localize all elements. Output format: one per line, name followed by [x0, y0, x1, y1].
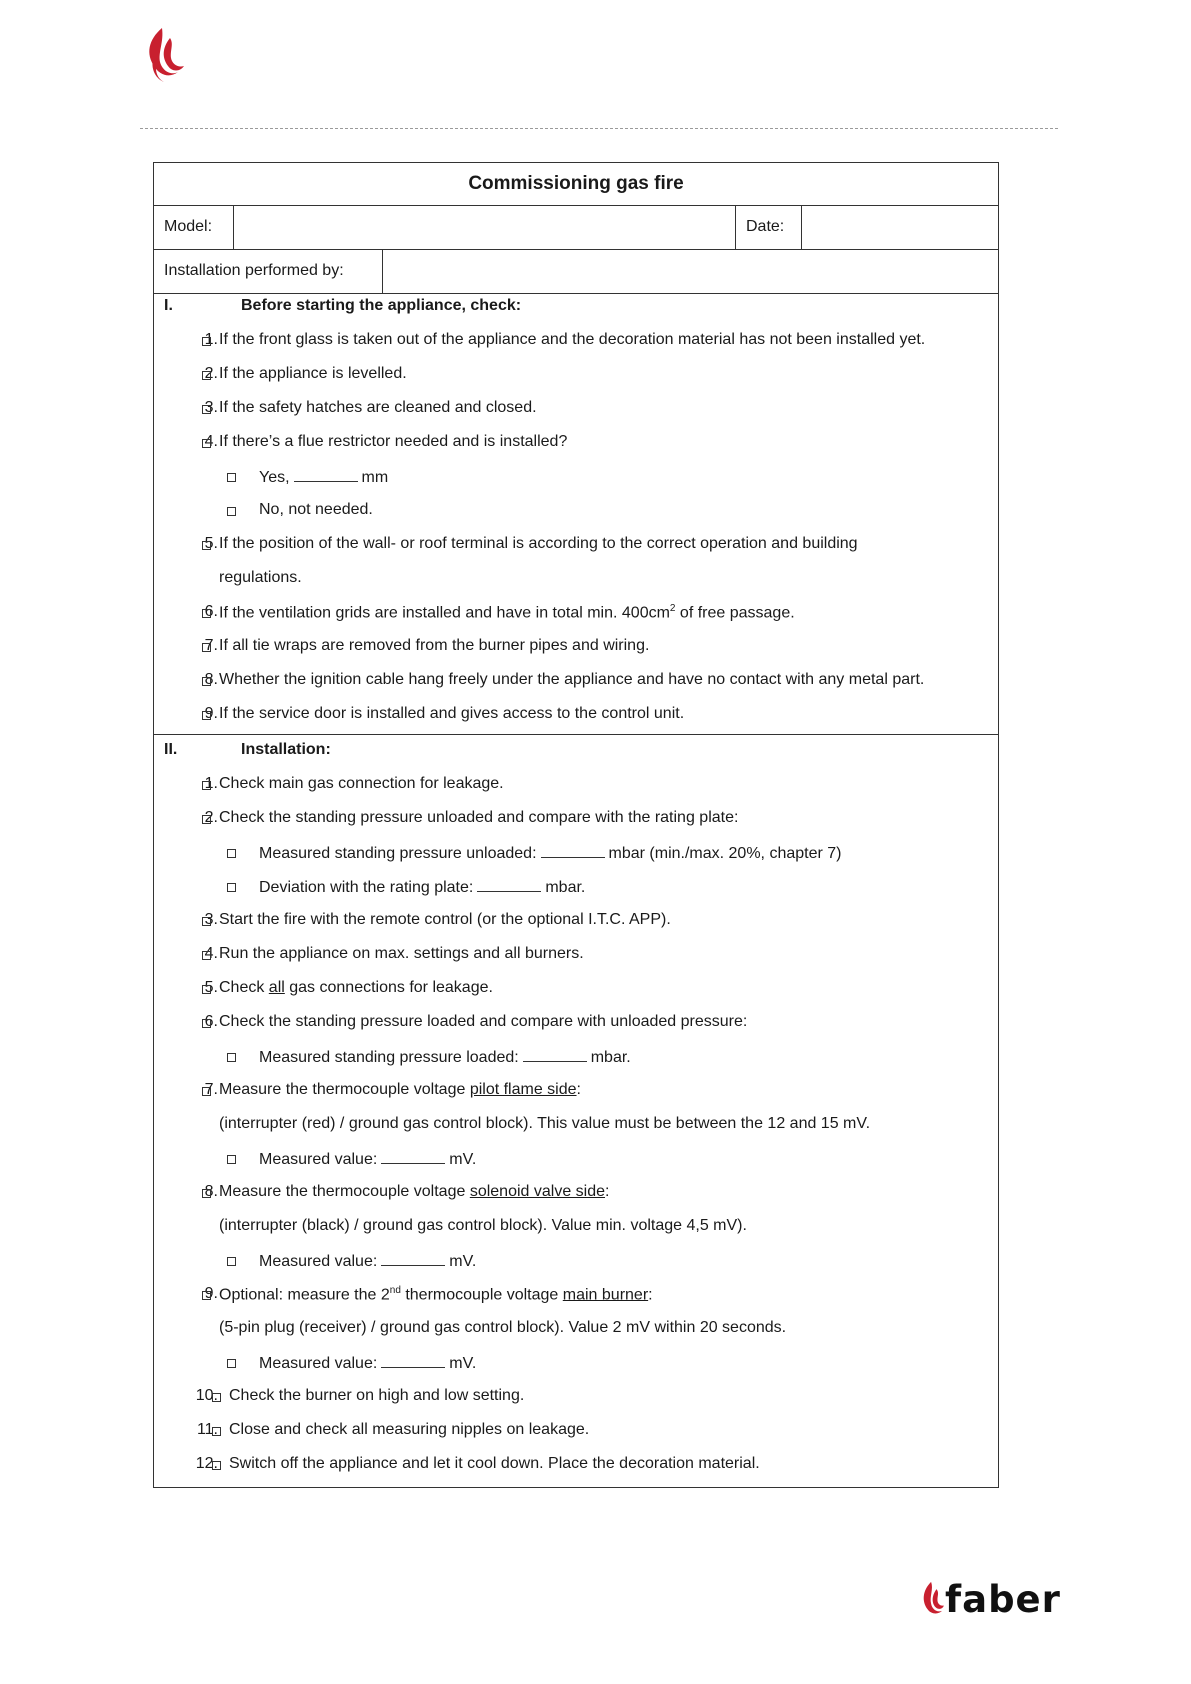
item-number: 3. [204, 911, 218, 928]
subitem-text: Measured standing pressure unloaded: mbar (min./max. 20%, chapter 7) [259, 845, 842, 862]
item-number: 4. [204, 945, 218, 962]
item-text: If the position of the wall- or roof terminal is according to the correct operation and building [219, 535, 858, 552]
checkbox[interactable] [202, 1019, 211, 1028]
checklist-item [154, 399, 998, 433]
checkbox[interactable] [212, 1461, 221, 1470]
blank-field[interactable] [477, 877, 541, 892]
checklist-item [154, 809, 998, 843]
checkbox[interactable] [202, 609, 211, 618]
item-number: 6. [204, 1013, 218, 1030]
checklist-item [154, 1183, 998, 1217]
checkbox[interactable] [202, 439, 211, 448]
checkbox[interactable] [212, 1393, 221, 1402]
subitem-text: Measured value: mV. [259, 1355, 477, 1372]
item-text: Measure the thermocouple voltage solenoid valve side: [219, 1183, 610, 1200]
flame-logo-icon [918, 1580, 946, 1620]
item-number: 9. [204, 705, 218, 722]
checklist-item [154, 433, 998, 467]
checkbox[interactable] [202, 951, 211, 960]
subitem-text: Measured value: mV. [259, 1151, 477, 1168]
measure-subitem [154, 843, 998, 877]
item-number: 7. [204, 1081, 218, 1098]
checklist-item [154, 331, 998, 365]
blank-field[interactable] [381, 1251, 445, 1266]
option-no [154, 501, 998, 535]
checkbox[interactable] [202, 815, 211, 824]
blank-field[interactable] [541, 843, 605, 858]
checkbox[interactable] [202, 1291, 211, 1300]
item-text: If the front glass is taken out of the appliance and the decoration material has not been installed yet. [219, 331, 926, 348]
item-number: 8. [204, 1183, 218, 1200]
item-text: Check all gas connections for leakage. [219, 979, 493, 996]
item-number: 8. [204, 671, 218, 688]
checklist-item [154, 637, 998, 671]
flame-logo-icon [140, 26, 188, 86]
item-text: Check the standing pressure unloaded and compare with the rating plate: [219, 809, 739, 826]
checkbox[interactable] [202, 337, 211, 346]
checklist [154, 293, 998, 1487]
measure-subitem [154, 1251, 998, 1285]
section-1-number: I. [164, 297, 173, 314]
option-no-text: No, not needed. [259, 501, 373, 518]
checkbox[interactable] [202, 405, 211, 414]
blank-field[interactable] [294, 467, 358, 482]
option-yes-text: Yes, mm [259, 469, 389, 486]
checklist-item [154, 365, 998, 399]
item-continuation: regulations. [219, 569, 302, 586]
item-text: Check main gas connection for leakage. [219, 775, 504, 792]
brand-wordmark: faber [945, 1578, 1061, 1621]
checkbox[interactable] [212, 1427, 221, 1436]
section-divider [154, 734, 998, 735]
checklist-item [154, 1387, 998, 1421]
item-text: If the safety hatches are cleaned and closed. [219, 399, 537, 416]
measure-subitem [154, 1149, 998, 1183]
checklist-item [154, 1081, 998, 1115]
checklist-item [154, 671, 998, 705]
checkbox[interactable] [202, 541, 211, 550]
item-number: 6. [204, 603, 218, 620]
model-field[interactable] [233, 206, 735, 249]
section-1-title: Before starting the appliance, check: [241, 297, 522, 314]
subitem-text: Measured value: mV. [259, 1253, 477, 1270]
item-text: Whether the ignition cable hang freely under the appliance and have no contact with any metal part. [219, 671, 925, 688]
item-text: Check the standing pressure loaded and compare with unloaded pressure: [219, 1013, 748, 1030]
blank-field[interactable] [523, 1047, 587, 1062]
option-yes [154, 467, 998, 501]
item-number: 2. [204, 365, 218, 382]
checkbox[interactable] [202, 985, 211, 994]
installer-row [154, 250, 998, 294]
subitem-text: Deviation with the rating plate: mbar. [259, 879, 586, 896]
checkbox[interactable] [227, 1257, 236, 1266]
measure-subitem [154, 1047, 998, 1081]
item-number: 1. [204, 331, 218, 348]
checklist-item [154, 1285, 998, 1319]
item-number: 5. [204, 535, 218, 552]
item-number: 1. [204, 775, 218, 792]
item-text: Check the burner on high and low setting. [229, 1387, 525, 1404]
date-label: Date: [735, 206, 801, 249]
form-title: Commissioning gas fire [468, 173, 684, 194]
item-number: 3. [204, 399, 218, 416]
section-2-number: II. [164, 741, 178, 758]
checklist-item [154, 535, 998, 569]
checklist-item [154, 1455, 998, 1489]
checkbox[interactable] [227, 507, 236, 516]
item-number: 4. [204, 433, 218, 450]
header-divider [140, 128, 1058, 129]
checkbox[interactable] [202, 1189, 211, 1198]
item-number: 7. [204, 637, 218, 654]
measure-subitem [154, 1353, 998, 1387]
checklist-item [154, 1013, 998, 1047]
model-date-row [154, 206, 998, 250]
item-continuation: (5-pin plug (receiver) / ground gas control block). Value 2 mV within 20 seconds. [219, 1319, 787, 1336]
item-text: Start the fire with the remote control (or the optional I.T.C. APP). [219, 911, 671, 928]
form-title-row [154, 163, 998, 206]
section-2-title: Installation: [241, 741, 331, 758]
checkbox[interactable] [227, 1155, 236, 1164]
checklist-item [154, 603, 998, 637]
item-number: 2. [204, 809, 218, 826]
checkbox[interactable] [227, 1359, 236, 1368]
item-text: Measure the thermocouple voltage pilot flame side: [219, 1081, 581, 1098]
checklist-item [154, 979, 998, 1013]
checklist-item [154, 775, 998, 809]
checkbox[interactable] [202, 781, 211, 790]
item-text: If all tie wraps are removed from the burner pipes and wiring. [219, 637, 650, 654]
checkbox[interactable] [227, 883, 236, 892]
item-text: If there’s a flue restrictor needed and is installed? [219, 433, 568, 450]
checkbox[interactable] [227, 1053, 236, 1062]
blank-field[interactable] [381, 1149, 445, 1164]
checkbox[interactable] [227, 849, 236, 858]
checkbox[interactable] [202, 1087, 211, 1096]
model-label: Model: [164, 218, 213, 235]
installer-label: Installation performed by: [164, 262, 344, 279]
item-continuation: (interrupter (black) / ground gas control block). Value min. voltage 4,5 mV). [219, 1217, 747, 1234]
item-continuation: (interrupter (red) / ground gas control block). This value must be between the 12 and 15 mV. [219, 1115, 871, 1132]
item-text: If the ventilation grids are installed and have in total min. $400cm^2$ of free passage. [219, 603, 795, 622]
item-number: 12. [195, 1455, 218, 1472]
checkbox[interactable] [202, 711, 211, 720]
item-number: 9. [204, 1285, 218, 1302]
date-field[interactable] [801, 206, 998, 249]
checklist-item [154, 945, 998, 979]
checkbox[interactable] [202, 643, 211, 652]
item-text: Close and check all measuring nipples on leakage. [229, 1421, 590, 1438]
item-text: If the appliance is levelled. [219, 365, 407, 382]
item-text: Switch off the appliance and let it cool down. Place the decoration material. [229, 1455, 760, 1472]
blank-field[interactable] [381, 1353, 445, 1368]
item-text: Optional: measure the 2nd thermocouple voltage main burner: [219, 1285, 653, 1304]
item-number: 11. [196, 1421, 218, 1438]
checklist-item [154, 911, 998, 945]
checkbox[interactable] [202, 677, 211, 686]
checkbox[interactable] [202, 371, 211, 380]
item-text: If the service door is installed and gives access to the control unit. [219, 705, 685, 722]
subitem-text: Measured standing pressure loaded: mbar. [259, 1049, 631, 1066]
checkbox[interactable] [227, 473, 236, 482]
item-number: 10. [195, 1387, 218, 1404]
installer-field[interactable] [382, 250, 998, 293]
measure-subitem [154, 877, 998, 911]
checkbox[interactable] [202, 917, 211, 926]
commissioning-form [153, 162, 999, 1488]
item-text: Run the appliance on max. settings and all burners. [219, 945, 584, 962]
item-number: 5. [204, 979, 218, 996]
checklist-item [154, 1421, 998, 1455]
